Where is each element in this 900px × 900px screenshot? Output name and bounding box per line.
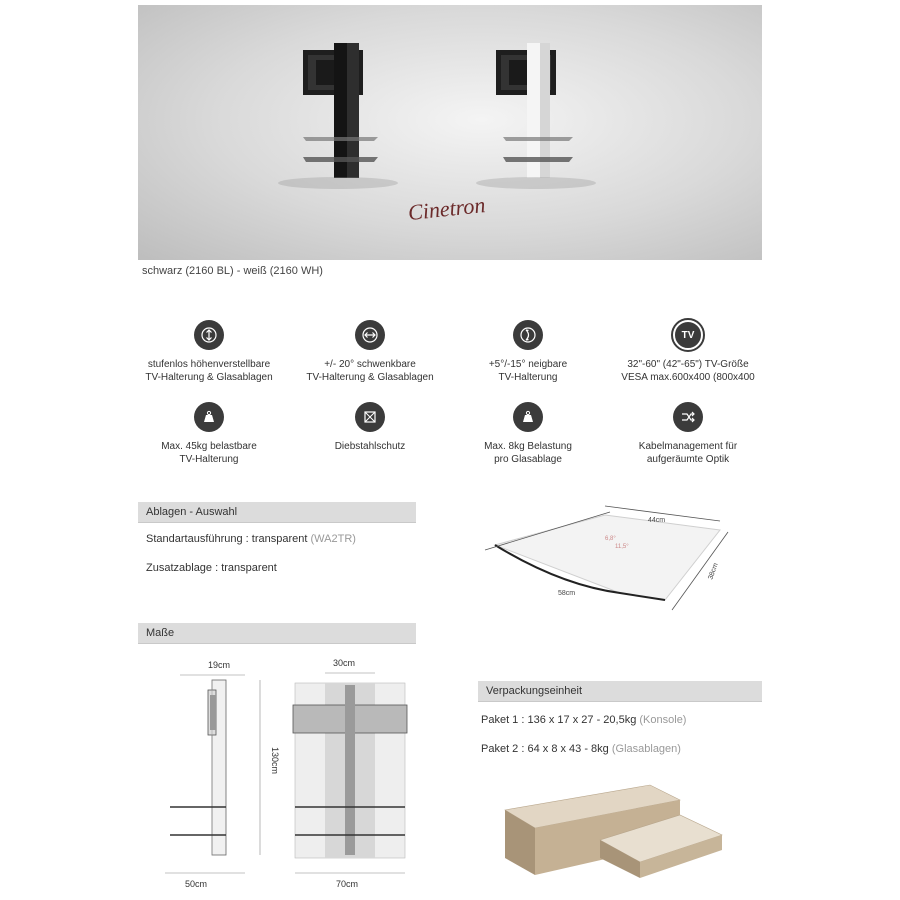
shelf-angle-a: 6,8° xyxy=(605,536,616,542)
front-bottom-width: 70cm xyxy=(336,879,359,889)
shelf-front-label: 58cm xyxy=(558,590,576,597)
feature-label: Kabelmanagement für aufgeräumte Optik xyxy=(638,441,738,465)
feature-max-load-shelf xyxy=(443,402,613,466)
side-view xyxy=(165,660,280,889)
feature-label: Max. 8kg Belastung pro Glasablage xyxy=(484,441,572,465)
feature-label: stufenlos höhenverstellbare TV-Halterung & Glasablagen xyxy=(145,359,273,383)
package-1-spec xyxy=(481,714,686,726)
package-1-note: (Konsole) xyxy=(639,714,687,726)
feature-anti-theft xyxy=(285,402,455,453)
shelf-depth-label: 38cm xyxy=(707,562,720,581)
feature-label: +/- 20° schwenkbare TV-Halterung & Glasablagen xyxy=(306,359,434,383)
tv-icon xyxy=(673,320,703,350)
packaging-section-header: Verpackungseinheit xyxy=(478,681,762,702)
feature-label: 32"-60" (42"-65") TV-Größe VESA max.600x400 (800x400 xyxy=(621,359,755,383)
feature-swivel xyxy=(285,320,455,384)
product-illustration xyxy=(138,5,762,260)
height-adjust-icon xyxy=(194,320,224,350)
shelf-angle-b: 11,5° xyxy=(615,544,629,550)
packaging-boxes-illustration xyxy=(500,780,725,880)
weight-icon xyxy=(194,402,224,432)
glass-shelf-drawing xyxy=(480,500,750,630)
dimensions-section-header: Maße xyxy=(138,623,416,644)
overall-height: 130cm xyxy=(270,747,280,775)
shelves-section-header: Ablagen - Auswahl xyxy=(138,502,416,523)
package-2-label: Paket 2 : 64 x 8 x 43 - 8kg xyxy=(481,743,609,755)
package-1-label: Paket 1 : 136 x 17 x 27 - 20,5kg xyxy=(481,714,637,726)
shelf-standard-label: Standartausführung : transparent xyxy=(146,533,308,545)
side-top-width: 19cm xyxy=(208,660,231,670)
tv-icon-glyph: TV xyxy=(681,329,695,341)
product-hero-image xyxy=(138,5,762,260)
feature-label: Diebstahlschutz xyxy=(334,441,406,452)
feature-label: +5°/-15° neigbare TV-Halterung xyxy=(488,359,568,383)
brand-logo: Cinetron xyxy=(406,192,487,226)
feature-tv-size xyxy=(603,320,773,384)
shelf-width-label: 44cm xyxy=(648,517,666,524)
front-view xyxy=(293,658,407,889)
color-variants-caption: schwarz (2160 BL) - weiß (2160 WH) xyxy=(142,265,323,277)
white-stand xyxy=(496,43,573,178)
feature-tilt xyxy=(443,320,613,384)
weight-icon xyxy=(513,402,543,432)
front-top-width: 30cm xyxy=(333,658,356,668)
feature-max-load-tv xyxy=(124,402,294,466)
package-2-spec xyxy=(481,743,681,755)
shelf-extra-spec: Zusatzablage : transparent xyxy=(146,562,277,574)
tilt-icon xyxy=(513,320,543,350)
side-bottom-depth: 50cm xyxy=(185,879,208,889)
swivel-icon xyxy=(355,320,385,350)
dimensions-drawing xyxy=(150,655,425,890)
package-2-note: (Glasablagen) xyxy=(611,743,681,755)
black-stand xyxy=(303,43,378,178)
shelf-standard-spec xyxy=(146,533,356,545)
shelf-standard-code: (WA2TR) xyxy=(310,533,356,545)
cable-management-icon xyxy=(673,402,703,432)
feature-cable-management xyxy=(603,402,773,466)
feature-height-adjust xyxy=(124,320,294,384)
anti-theft-icon xyxy=(355,402,385,432)
feature-label: Max. 45kg belastbare TV-Halterung xyxy=(161,441,257,465)
